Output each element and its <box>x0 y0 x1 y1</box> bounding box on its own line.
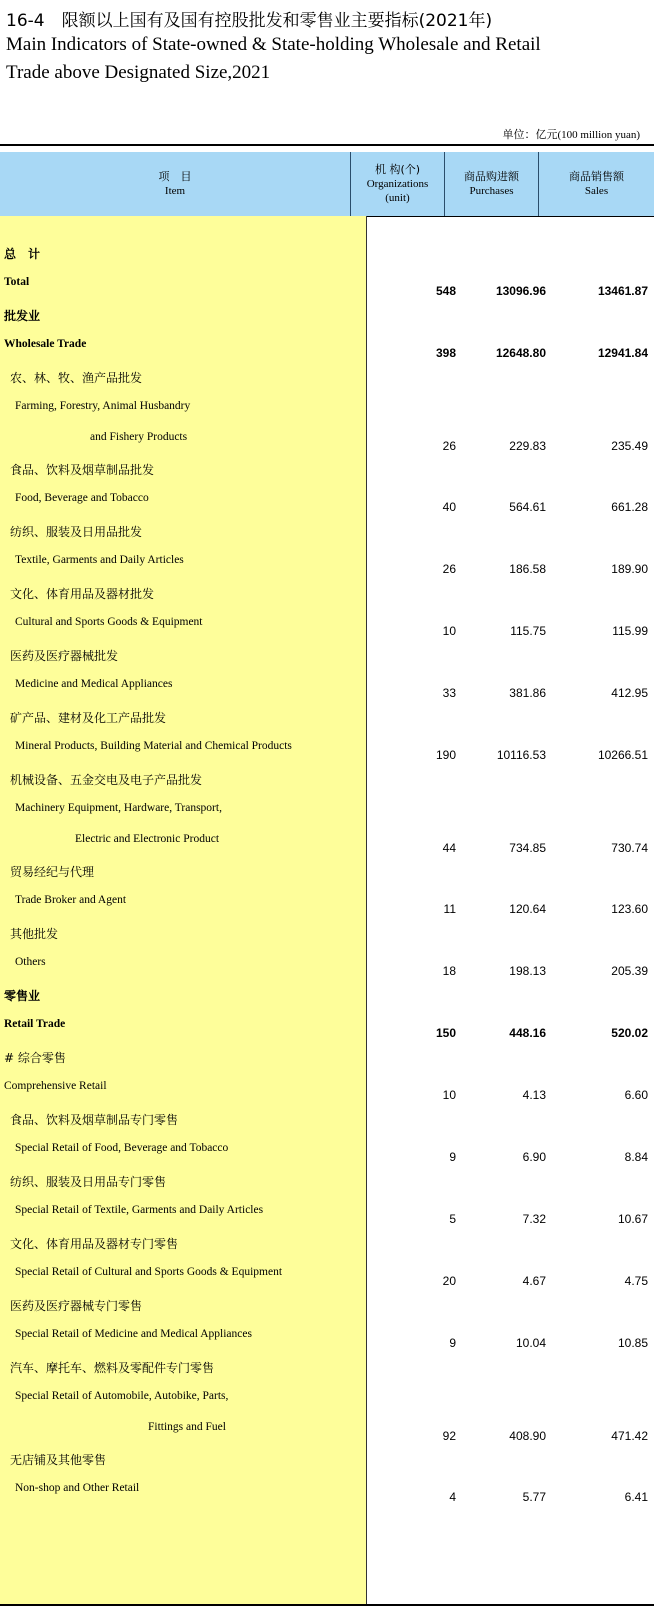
top-rule <box>0 144 654 146</box>
purchases-value: 4.67 <box>522 1274 546 1288</box>
row-label-en-cont: Fittings and Fuel <box>148 1421 226 1433</box>
header-org-en: Organizations <box>366 178 429 190</box>
purchases-value: 229.83 <box>509 439 546 453</box>
page-title-cn: 16-4 限额以上国有及国有控股批发和零售业主要指标(2021年) <box>6 11 493 31</box>
row-label-en: Special Retail of Food, Beverage and Tobacco <box>15 1142 229 1154</box>
sales-value: 730.74 <box>611 841 648 855</box>
header-purchases-cn: 商品购进额 <box>464 170 519 183</box>
sales-value: 189.90 <box>611 562 648 576</box>
row-label-en-cont: Electric and Electronic Product <box>75 833 220 845</box>
purchases-value: 408.90 <box>509 1429 546 1443</box>
sales-value: 10266.51 <box>597 748 648 762</box>
sales-value: 10.67 <box>617 1212 648 1226</box>
organizations-value: 33 <box>442 686 456 700</box>
row-label-cn: # 综合零售 <box>4 1051 66 1065</box>
header-item-cn: 项 目 <box>158 170 192 183</box>
unit-label <box>503 126 641 142</box>
organizations-value: 10 <box>442 624 456 638</box>
row-label-en: Farming, Forestry, Animal Husbandry <box>15 400 191 412</box>
row-label-en: Mineral Products, Building Material and Chemical Products <box>15 740 292 752</box>
organizations-value: 548 <box>435 284 456 298</box>
organizations-value: 18 <box>442 964 456 978</box>
row-label-en: Textile, Garments and Daily Articles <box>15 554 184 566</box>
purchases-value: 10.04 <box>515 1336 546 1350</box>
purchases-value: 115.75 <box>510 624 546 638</box>
row-label-cn: 医药及医疗器械专门零售 <box>10 1299 143 1313</box>
sales-value: 471.42 <box>611 1429 648 1443</box>
organizations-value: 190 <box>435 748 456 762</box>
header-org-unit: (unit) <box>385 192 410 204</box>
sales-value: 520.02 <box>611 1026 648 1040</box>
row-label-cn: 零售业 <box>4 989 41 1003</box>
purchases-value: 120.64 <box>509 902 546 916</box>
row-label-en: Special Retail of Textile, Garments and Daily Articles <box>15 1204 264 1216</box>
organizations-value: 20 <box>442 1274 456 1288</box>
row-label-en: Trade Broker and Agent <box>15 894 127 906</box>
row-label-cn: 文化、体育用品及器材专门零售 <box>10 1237 179 1251</box>
header-purchases <box>445 152 539 216</box>
sales-value: 6.41 <box>624 1490 648 1504</box>
sales-value: 235.49 <box>611 439 648 453</box>
header-organizations <box>351 152 445 216</box>
row-label-cn: 纺织、服装及日用品批发 <box>10 525 143 539</box>
purchases-value: 381.86 <box>509 686 546 700</box>
organizations-value: 150 <box>435 1026 456 1040</box>
sales-value: 12941.84 <box>597 346 648 360</box>
purchases-value: 7.32 <box>522 1212 546 1226</box>
purchases-value: 734.85 <box>509 841 546 855</box>
purchases-value: 564.61 <box>509 500 546 514</box>
header-item <box>0 152 351 216</box>
organizations-value: 44 <box>442 841 456 855</box>
purchases-value: 186.58 <box>509 562 546 576</box>
sales-value: 205.39 <box>611 964 648 978</box>
row-label-cn: 农、林、牧、渔产品批发 <box>10 371 143 385</box>
row-label-en: Retail Trade <box>4 1018 66 1030</box>
sales-value: 6.60 <box>624 1088 648 1102</box>
page-title-en-line1: Main Indicators of State-owned & State-holding Wholesale and Retail <box>6 34 541 55</box>
row-label-cn: 汽车、摩托车、燃料及零配件专门零售 <box>10 1361 215 1375</box>
row-label-cn: 医药及医疗器械批发 <box>10 649 119 663</box>
header-item-en: Item <box>164 185 186 197</box>
organizations-value: 9 <box>449 1336 456 1350</box>
organizations-value: 5 <box>449 1212 456 1226</box>
row-label-cn: 贸易经纪与代理 <box>10 865 95 879</box>
sales-value: 10.85 <box>617 1336 648 1350</box>
organizations-value: 26 <box>442 562 456 576</box>
organizations-value: 9 <box>449 1150 456 1164</box>
organizations-value: 11 <box>443 902 456 916</box>
row-label-en: Special Retail of Cultural and Sports Goods & Equipment <box>15 1266 283 1278</box>
organizations-value: 92 <box>442 1429 456 1443</box>
organizations-value: 26 <box>442 439 456 453</box>
purchases-value: 198.13 <box>509 964 546 978</box>
sales-value: 412.95 <box>611 686 648 700</box>
row-label-en: Special Retail of Medicine and Medical Appliances <box>15 1328 252 1340</box>
sales-value: 4.75 <box>624 1274 648 1288</box>
header-org-cn: 机 构(个) <box>374 163 421 176</box>
purchases-value: 448.16 <box>509 1026 546 1040</box>
unit-label-cn: 单位：亿元 <box>502 128 558 141</box>
row-label-en: Machinery Equipment, Hardware, Transport, <box>15 802 222 814</box>
row-label-cn: 食品、饮料及烟草制品批发 <box>10 463 155 477</box>
row-label-en: Special Retail of Automobile, Autobike, Parts, <box>15 1390 229 1402</box>
row-label-en: Others <box>15 956 46 968</box>
sales-value: 123.60 <box>611 902 648 916</box>
row-label-en: Non-shop and Other Retail <box>15 1482 140 1494</box>
row-label-en: Cultural and Sports Goods & Equipment <box>15 616 203 628</box>
organizations-value: 4 <box>449 1490 456 1504</box>
sales-value: 115.99 <box>612 624 648 638</box>
page-title-en-line2: Trade above Designated Size,2021 <box>6 62 271 83</box>
row-label-cn: 机械设备、五金交电及电子产品批发 <box>10 773 203 787</box>
purchases-value: 10116.53 <box>496 748 546 762</box>
row-label-cn: 批发业 <box>4 309 41 323</box>
purchases-value: 12648.80 <box>495 346 546 360</box>
header-sales-en: Sales <box>584 185 609 197</box>
row-label-cn: 文化、体育用品及器材批发 <box>10 587 155 601</box>
purchases-value: 4.13 <box>522 1088 546 1102</box>
row-label-cn: 其他批发 <box>10 927 59 941</box>
row-label-en: Wholesale Trade <box>4 338 87 350</box>
bottom-rule <box>0 1604 654 1606</box>
row-label-cn: 纺织、服装及日用品专门零售 <box>10 1175 167 1189</box>
row-label-cn: 食品、饮料及烟草制品专门零售 <box>10 1113 179 1127</box>
header-purchases-en: Purchases <box>469 185 514 197</box>
row-label-cn: 总 计 <box>4 247 41 261</box>
row-label-en: Total <box>4 276 30 288</box>
row-label-en: Medicine and Medical Appliances <box>15 678 173 690</box>
header-sales <box>539 152 654 216</box>
row-label-cn: 无店铺及其他零售 <box>10 1453 107 1467</box>
unit-label-en: (100 million yuan) <box>557 129 640 141</box>
organizations-value: 398 <box>435 346 456 360</box>
row-label-en: Food, Beverage and Tobacco <box>15 492 149 504</box>
row-label-en-cont: and Fishery Products <box>90 431 188 443</box>
sales-value: 13461.87 <box>597 284 648 298</box>
sales-value: 8.84 <box>624 1150 648 1164</box>
organizations-value: 40 <box>442 500 456 514</box>
purchases-value: 13096.96 <box>495 284 546 298</box>
row-label-en: Comprehensive Retail <box>4 1080 107 1092</box>
organizations-value: 10 <box>442 1088 456 1102</box>
purchases-value: 6.90 <box>522 1150 546 1164</box>
row-label-cn: 矿产品、建材及化工产品批发 <box>10 711 167 725</box>
purchases-value: 5.77 <box>522 1490 546 1504</box>
sales-value: 661.28 <box>611 500 648 514</box>
header-sales-cn: 商品销售额 <box>569 170 624 183</box>
